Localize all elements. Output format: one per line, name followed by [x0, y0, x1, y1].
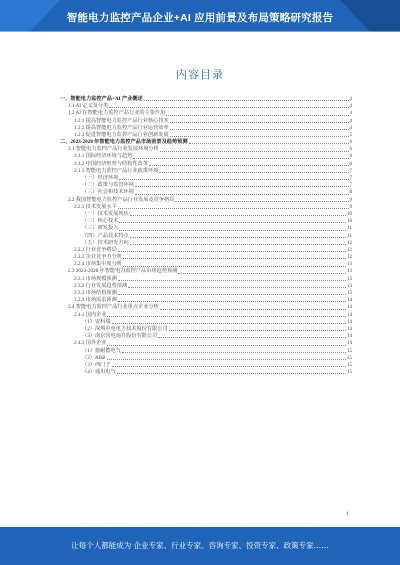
toc-entry-page: 13 [347, 276, 352, 282]
toc-entry[interactable] [60, 340, 352, 347]
toc-entry-page: 6 [349, 147, 352, 153]
footer-slogan: 让每个人都能成为 企业专家、行业专家、咨询专家、投资专家、政策专家…… [71, 541, 329, 550]
toc-entry[interactable] [60, 355, 352, 362]
toc-entry-page: 6 [349, 154, 352, 160]
toc-entry-page: 15 [347, 355, 352, 361]
toc-entry-page: 12 [347, 255, 352, 261]
toc-entry[interactable] [60, 269, 352, 276]
toc-entry-page: 14 [347, 305, 352, 311]
toc-entry-page: 8 [349, 190, 352, 196]
dot-leader [158, 337, 346, 338]
toc-heading: 内容目录 [176, 68, 224, 81]
toc-entry-page: 12 [347, 240, 352, 246]
toc-entry-title: （一）技术发展现状 [82, 210, 129, 217]
toc-entry-title: 1.2.2 提高智能电力监控产品行业运营效率 [74, 124, 169, 131]
toc-entry-page: 4 [349, 111, 352, 117]
toc-entry-page: 14 [347, 334, 352, 340]
dot-leader [117, 373, 346, 374]
toc-entry-title: （二）核心技术 [82, 218, 119, 225]
dot-leader [123, 266, 346, 267]
dot-leader [118, 280, 346, 281]
toc-entry-title: 2.2.2 行业竞争格局 [74, 246, 117, 253]
toc-entry-page: 9 [349, 204, 352, 210]
toc-entry-title: 二、2023-2028 年智能电力监控产品市场前景及趋势预测 [60, 139, 188, 146]
dot-leader [166, 115, 348, 116]
dot-leader [160, 309, 346, 310]
dot-leader [128, 287, 346, 288]
toc-entry-title: （4）通用电气 [82, 369, 116, 376]
toc-entry-title: （3）西门子 [82, 361, 111, 368]
toc-entry-title: 2.1.3 智能电力监控产品行业政策环境 [74, 167, 159, 174]
toc-entry-page: 6 [349, 140, 352, 146]
toc-entry-page: 14 [347, 326, 352, 332]
toc-entry[interactable] [60, 225, 352, 232]
footer-banner [0, 527, 400, 565]
toc-entry-title: （1）安科瑞 [82, 318, 111, 325]
toc-entry-title: 2.2.1 技术发展水平 [74, 203, 117, 210]
toc-entry-title: 1.2.1 提高智能电力监控产品行业核心技术 [74, 117, 169, 124]
toc-entry-title: 一、智能电力监控产品+AI 产业概述 [60, 95, 143, 102]
toc-entry-title: 2.1.1 国际经济环境与趋势 [74, 153, 133, 160]
toc-entry[interactable] [60, 240, 352, 247]
toc-entry-page: 14 [347, 319, 352, 325]
dot-leader [135, 194, 349, 195]
toc-entry-page: 12 [347, 247, 352, 253]
toc-entry[interactable] [60, 125, 352, 132]
toc-entry-page: 4 [349, 118, 352, 124]
dot-leader [149, 165, 349, 166]
toc-entry-title: （一）经济环境 [82, 175, 119, 182]
header-banner [0, 0, 400, 32]
toc-entry-page: 7 [349, 168, 352, 174]
dot-leader [144, 100, 349, 101]
dot-leader [122, 352, 346, 353]
toc-entry-title: 1.2 AI 在智能电力监控产品行业的主要作用 [68, 110, 166, 117]
toc-entry-page: 5 [349, 132, 352, 138]
toc-entry[interactable] [60, 233, 352, 240]
toc-entry-page: 7 [349, 183, 352, 189]
dot-leader [107, 316, 346, 317]
dot-leader [160, 151, 349, 152]
dot-leader [135, 186, 349, 187]
toc-entry-page: 14 [347, 341, 352, 347]
toc-entry[interactable] [60, 204, 352, 211]
dot-leader [130, 215, 346, 216]
toc-entry-page: 4 [349, 96, 352, 102]
dot-leader [112, 366, 346, 367]
toc-entry-title: （三）研发投入 [82, 225, 119, 232]
dot-leader [159, 172, 348, 173]
toc-entry-page: 13 [347, 269, 352, 275]
dot-leader [109, 107, 348, 108]
toc-entry[interactable] [60, 197, 352, 204]
dot-leader [119, 222, 346, 223]
dot-leader [119, 179, 348, 180]
toc-entry-page: 7 [349, 176, 352, 182]
toc-entry-page: 13 [347, 262, 352, 268]
toc-entry-page: 14 [347, 298, 352, 304]
dot-leader [118, 251, 346, 252]
toc-entry-title: （五）技术研发方向 [82, 239, 129, 246]
toc-entry-page: 13 [347, 283, 352, 289]
toc-entry-page: 9 [349, 197, 352, 203]
toc-entry-page: 11 [347, 226, 352, 232]
toc-entry-page: 15 [347, 348, 352, 354]
toc-entry-title: 1.2.3 促进智能电力监控产品行业创新发展 [74, 131, 169, 138]
toc-entry-page: 4 [349, 125, 352, 131]
dot-leader [170, 122, 349, 123]
dot-leader [133, 158, 348, 159]
toc-entry[interactable] [60, 283, 352, 290]
toc-entry-page: 10 [347, 219, 352, 225]
toc-entry-page: 14 [347, 312, 352, 318]
toc-entry-title: 2.3.1 市场规模预测 [74, 275, 117, 282]
dot-leader [118, 301, 346, 302]
dot-leader [118, 208, 349, 209]
toc-entry-title: 2.3.2 行业发展趋势预测 [74, 282, 128, 289]
toc-entry-title: 2.4 智能电力监控产品行业重点企业分析 [68, 304, 159, 311]
dot-leader [170, 129, 349, 130]
toc-entry-title: （四）产品技术特点 [82, 232, 129, 239]
toc-entry[interactable] [60, 319, 352, 326]
dot-leader [112, 323, 346, 324]
toc-entry-title: （三）社会和技术环境 [82, 189, 134, 196]
dot-leader [107, 359, 346, 360]
dot-leader [175, 201, 348, 202]
dot-leader [119, 230, 346, 231]
dot-leader [123, 258, 346, 259]
table-of-contents [60, 96, 352, 376]
toc-entry-page: 4 [349, 104, 352, 110]
dot-leader [170, 136, 349, 137]
page-number: 1 [346, 512, 349, 517]
toc-entry-page: 13 [347, 291, 352, 297]
toc-entry-title: 2.2.3 企业竞争力分析 [74, 254, 122, 261]
toc-entry[interactable] [60, 276, 352, 283]
toc-entry-title: （2）ABB [82, 354, 106, 361]
toc-entry-title: 2.1.2 中国经济形势与结构性改革 [74, 160, 148, 167]
toc-entry-page: 15 [347, 370, 352, 376]
dot-leader [169, 330, 346, 331]
toc-entry[interactable] [60, 110, 352, 117]
toc-entry-title: 2.1 智能电力监控产品行业发展环境分析 [68, 146, 159, 153]
dot-leader [130, 244, 346, 245]
toc-entry-title: （二）政策与监管环境 [82, 182, 134, 189]
toc-entry-title: （2）深圳中电电力技术股份有限公司 [82, 325, 168, 332]
dot-leader [178, 273, 346, 274]
toc-entry-title: 2.3.4 市场需求预测 [74, 297, 117, 304]
toc-entry[interactable] [60, 189, 352, 196]
dot-leader [130, 237, 346, 238]
toc-entry-title: 2.2 我国智能电力监控产品行业发展及竞争格局 [68, 196, 175, 203]
report-title: 智能电力监控产品企业+AI 应用前景及布局策略研究报告 [66, 12, 334, 24]
toc-entry-title: 1.1 AI 定义及分类 [68, 103, 109, 110]
toc-entry[interactable] [60, 348, 352, 355]
toc-entry-page: 11 [347, 233, 352, 239]
toc-entry-title: 2.4.2 国外企业 [74, 340, 107, 347]
toc-entry[interactable] [60, 118, 352, 125]
toc-entry-page: 10 [347, 211, 352, 217]
toc-entry-page: 15 [347, 362, 352, 368]
toc-entry-title: 2.3 2023-2028 年智能电力监控产品市场趋势预测 [68, 268, 178, 275]
toc-entry[interactable] [60, 154, 352, 161]
dot-leader [107, 345, 346, 346]
toc-entry-page: 6 [349, 161, 352, 167]
toc-entry-title: 2.2.4 市场集中度分析 [74, 261, 122, 268]
toc-entry[interactable] [60, 304, 352, 311]
toc-entry[interactable] [60, 312, 352, 319]
dot-leader [189, 143, 349, 144]
dot-leader [118, 294, 346, 295]
toc-entry[interactable] [60, 161, 352, 168]
toc-entry-title: 2.4.1 国内企业 [74, 311, 107, 318]
toc-entry-title: （3）南京国电南自股份有限公司 [82, 333, 158, 340]
toc-entry-title: 2.3.3 市场结构预测 [74, 290, 117, 297]
toc-entry[interactable] [60, 369, 352, 376]
toc-entry[interactable] [60, 168, 352, 175]
toc-entry-title: （1）施耐德电气 [82, 347, 121, 354]
